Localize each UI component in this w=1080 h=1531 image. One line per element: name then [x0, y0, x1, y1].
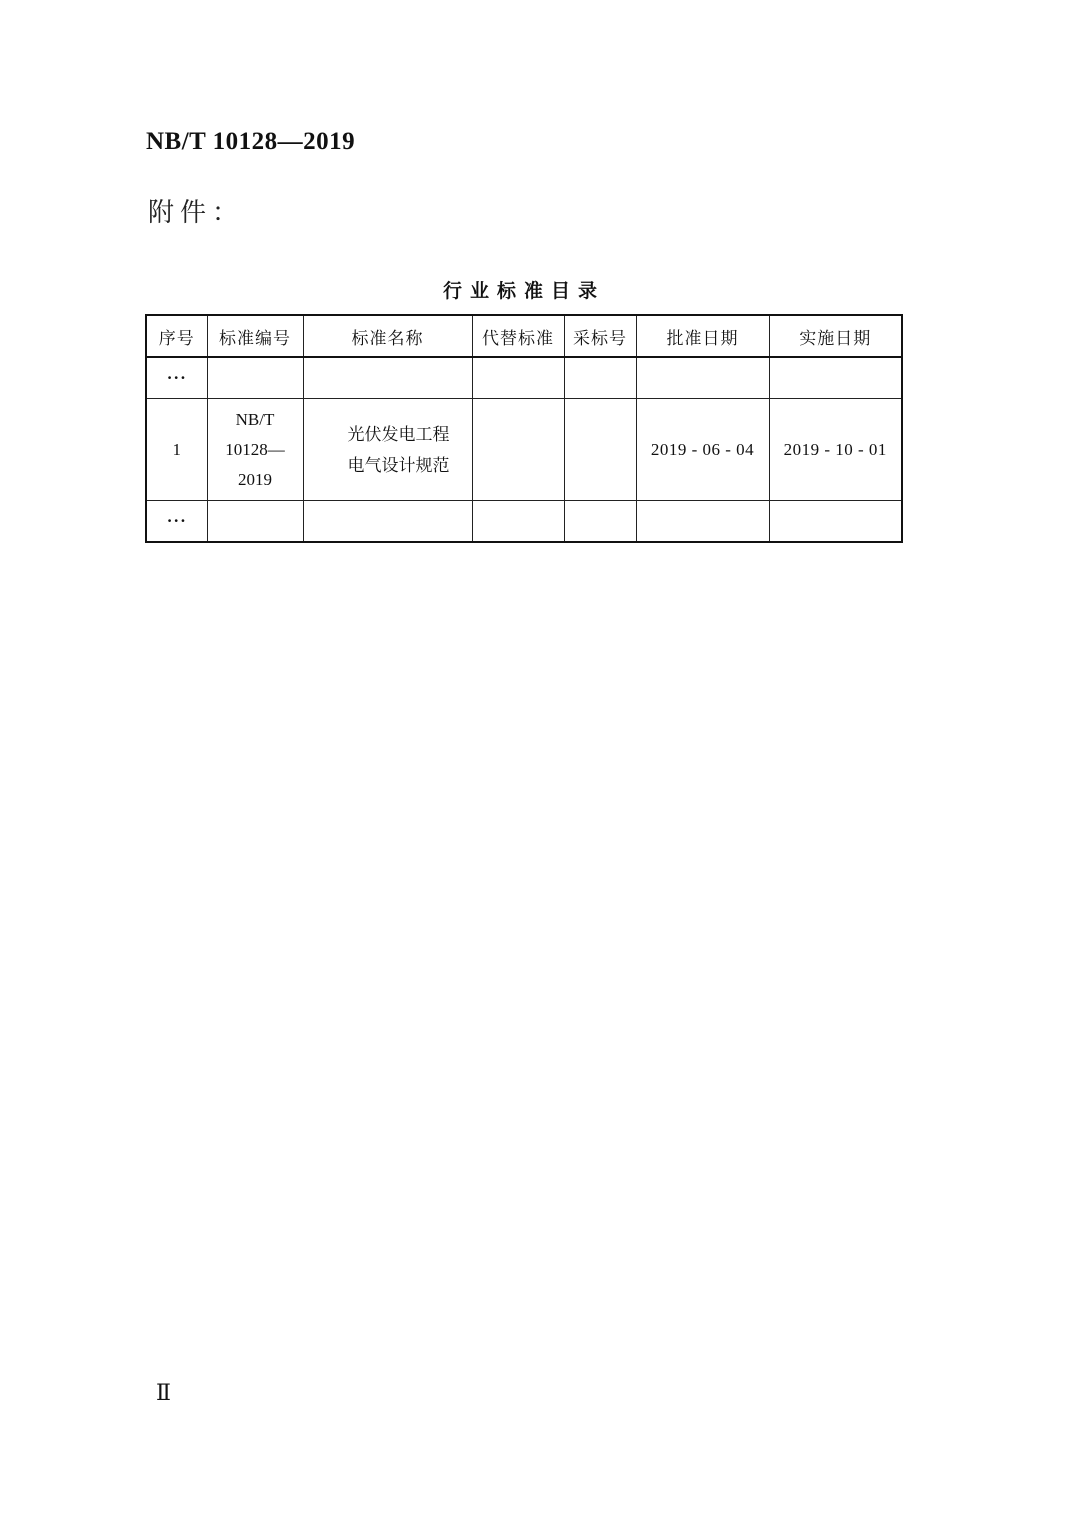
standard-name-line: 光伏发电工程 — [347, 424, 450, 444]
standard-number-line: NB/T — [235, 409, 275, 429]
ellipsis-cell: ··· — [146, 501, 207, 543]
table-header-row — [146, 315, 902, 357]
column-header-seq: 序号 — [146, 315, 207, 357]
table-row — [146, 501, 902, 543]
empty-cell — [636, 357, 769, 399]
page-number: Ⅱ — [156, 1380, 170, 1405]
standard-number-line: 10128— — [225, 439, 285, 459]
table-row — [146, 357, 902, 399]
column-header-standard-name: 标准名称 — [303, 315, 472, 357]
column-header-standard-number: 标准编号 — [207, 315, 303, 357]
empty-cell — [636, 501, 769, 543]
approval-date-cell: 2019 - 06 - 04 — [636, 399, 769, 501]
standard-code-header: NB/T 10128—2019 — [146, 128, 356, 155]
attachment-label: 附件： — [148, 198, 245, 228]
empty-cell — [564, 501, 636, 543]
replaced-standard-cell — [472, 399, 564, 501]
empty-cell — [303, 357, 472, 399]
empty-cell — [472, 357, 564, 399]
seq-cell: 1 — [146, 399, 207, 501]
empty-cell — [769, 357, 902, 399]
column-header-adopted-number: 采标号 — [564, 315, 636, 357]
catalog-title: 行业标准目录 — [442, 280, 605, 302]
empty-cell — [564, 357, 636, 399]
empty-cell — [303, 501, 472, 543]
ellipsis-cell: ··· — [146, 357, 207, 399]
column-header-effective-date: 实施日期 — [769, 315, 902, 357]
empty-cell — [769, 501, 902, 543]
effective-date-cell: 2019 - 10 - 01 — [769, 399, 902, 501]
standard-number-cell — [207, 399, 303, 501]
standards-catalog-table — [145, 314, 903, 543]
standard-name-cell — [303, 399, 472, 501]
empty-cell — [207, 501, 303, 543]
column-header-approval-date: 批准日期 — [636, 315, 769, 357]
standard-number-line: 2019 — [238, 469, 272, 489]
table-row — [146, 399, 902, 501]
standard-name-line: 电气设计规范 — [347, 455, 450, 475]
adopted-number-cell — [564, 399, 636, 501]
column-header-replaced-standard: 代替标准 — [472, 315, 564, 357]
empty-cell — [207, 357, 303, 399]
empty-cell — [472, 501, 564, 543]
